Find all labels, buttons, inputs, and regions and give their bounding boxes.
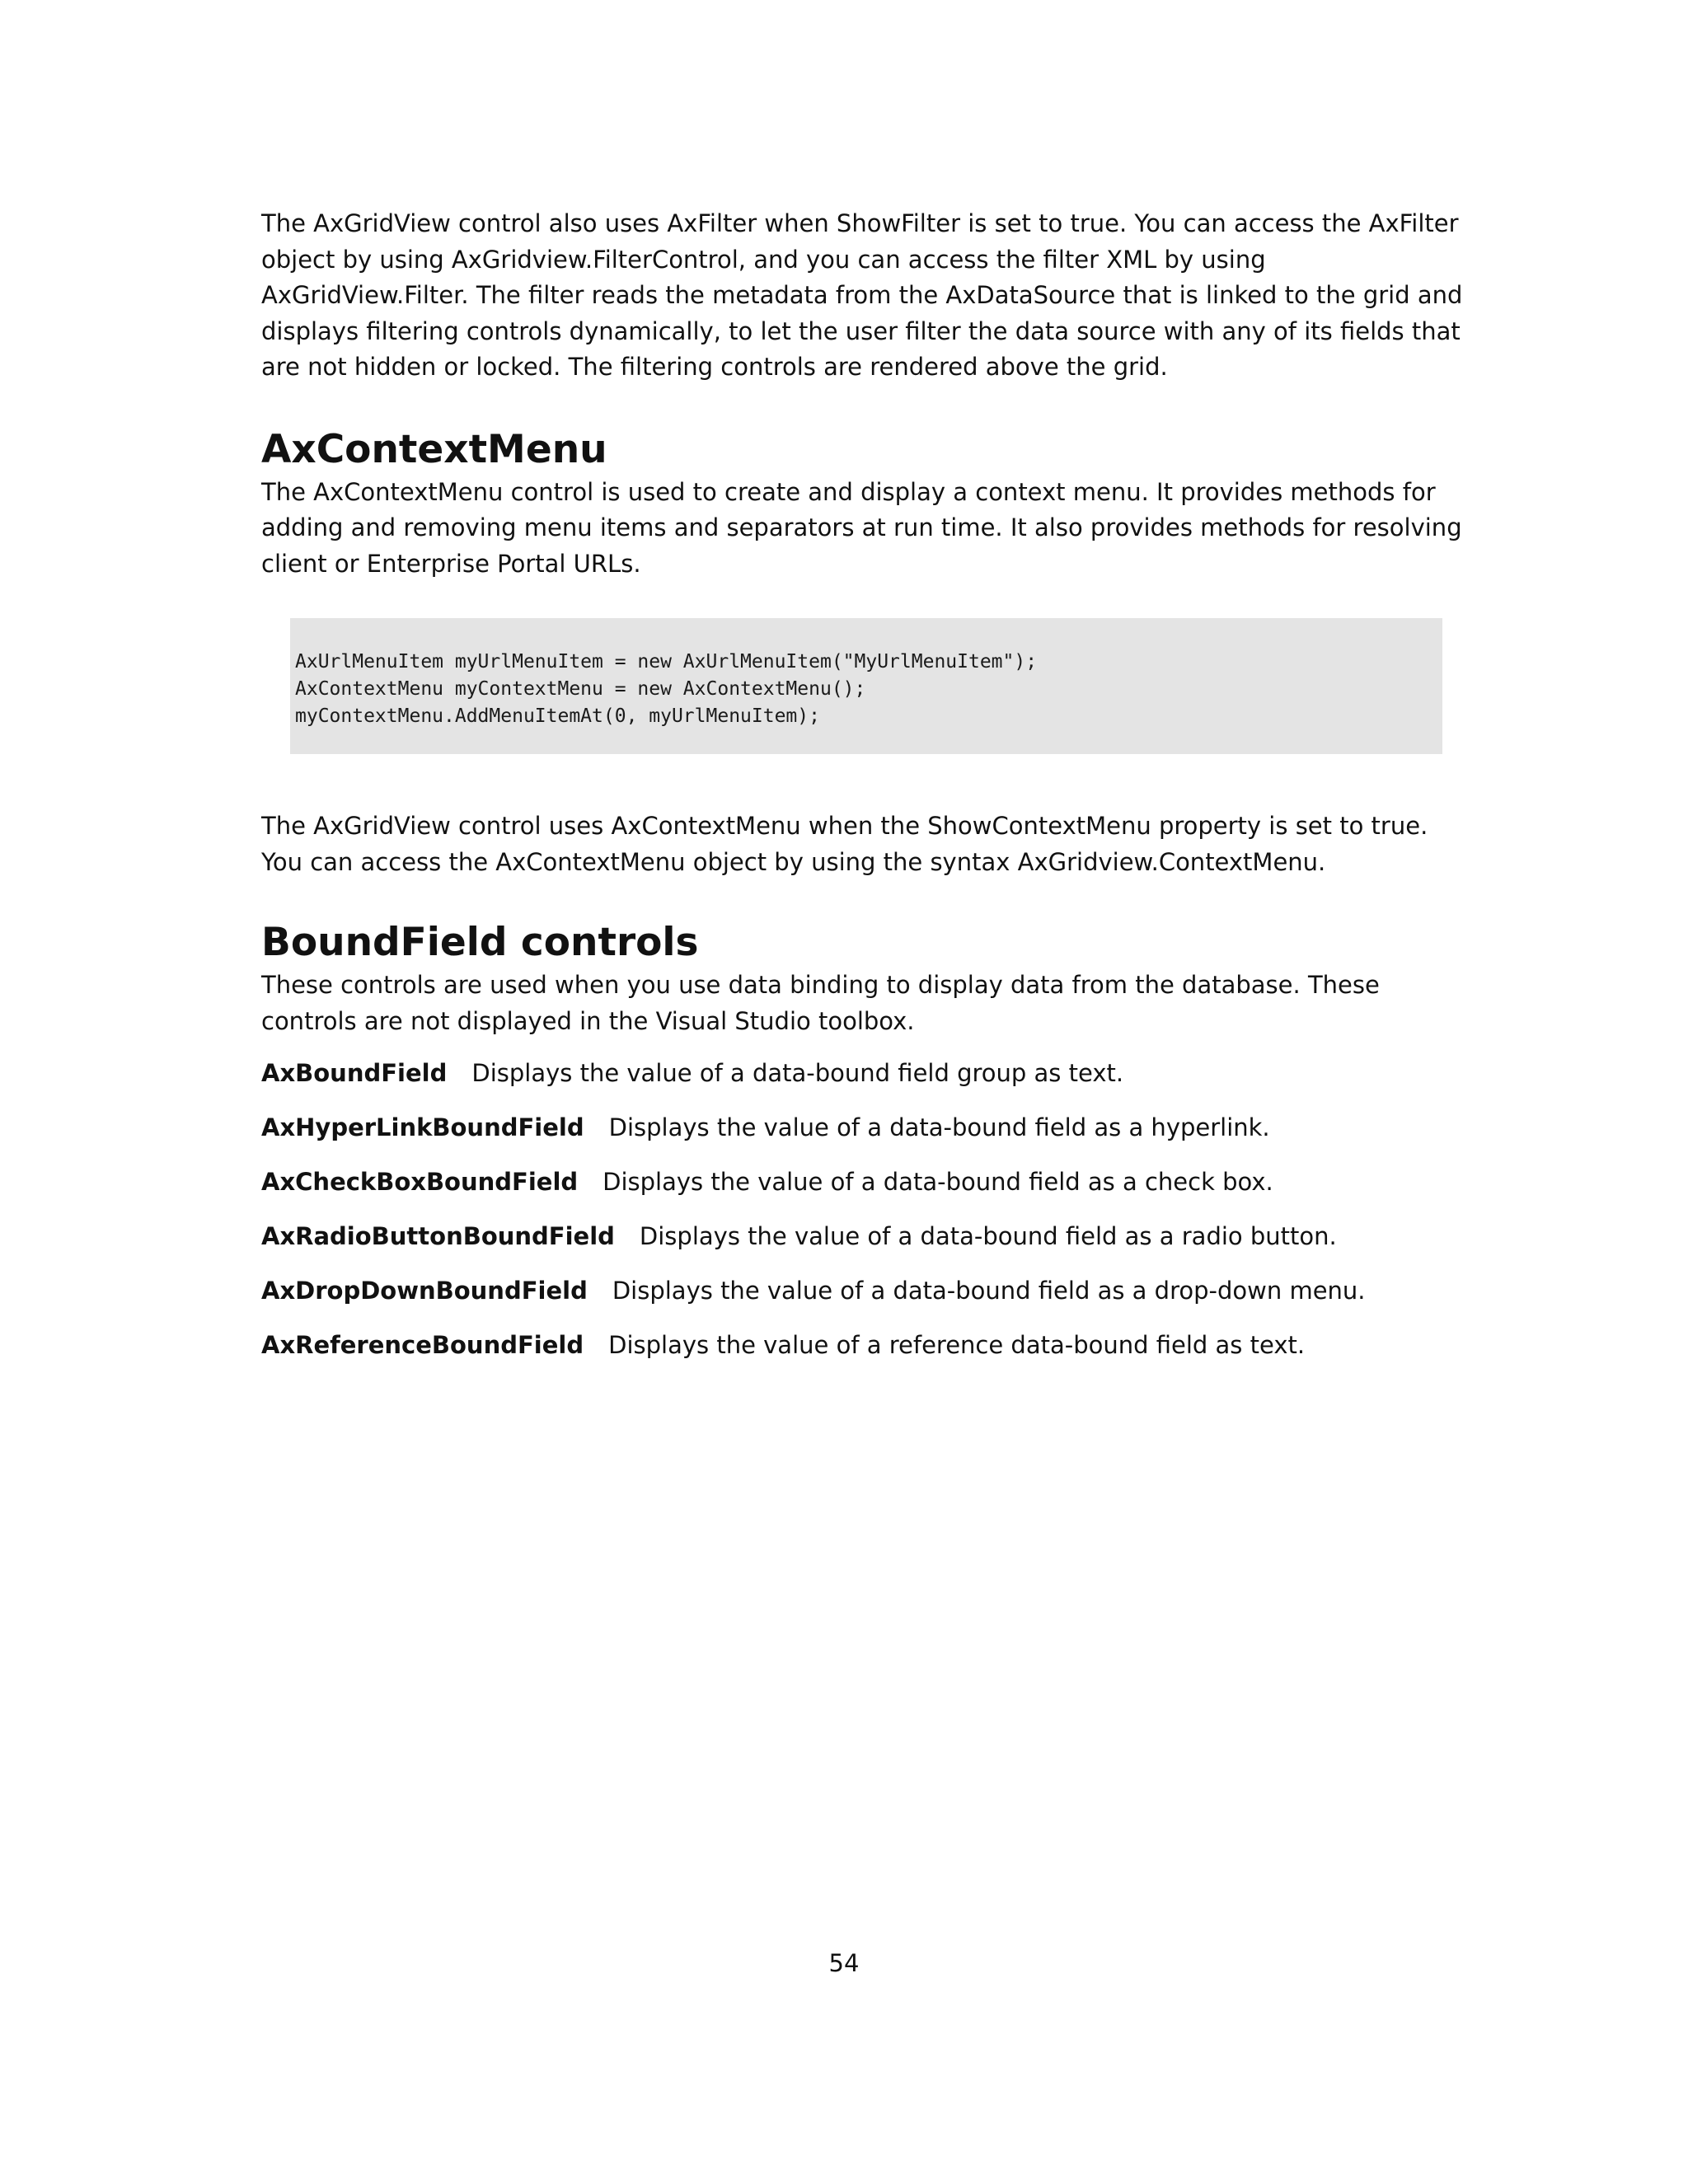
definition-description: Displays the value of a reference data-bound field as text.	[608, 1331, 1306, 1359]
definition-item	[261, 1328, 1465, 1364]
definition-term: AxReferenceBoundField	[261, 1331, 584, 1359]
definition-item	[261, 1219, 1465, 1255]
definition-item	[261, 1110, 1465, 1146]
definition-list	[261, 1056, 1465, 1364]
definition-item	[261, 1273, 1465, 1310]
page-body	[261, 206, 1465, 1382]
page-number: 54	[828, 1949, 860, 1977]
definition-term: AxCheckBoxBoundField	[261, 1168, 579, 1196]
paragraph-context-menu: The AxContextMenu control is used to create and display a context menu. It provides methods for adding and removing menu items and separators at run time. It also provides methods for resolving client or Enterprise Portal URLs.	[261, 477, 1462, 578]
paragraph-filter: The AxGridView control also uses AxFilter when ShowFilter is set to true. You can access the AxFilter object by using AxGridview.FilterControl, and you can access the filter XML by using AxGridView.Filter. The filter reads the metadata from the AxDataSource that is linked to the grid and displays filtering controls dynamically, to let the user filter the data source with any of its fields that are not hidden or locked. The filtering controls are rendered above the grid.	[261, 209, 1463, 381]
heading-boundfield-controls: BoundField controls	[261, 920, 699, 965]
definition-description: Displays the value of a data-bound field group as text.	[471, 1059, 1124, 1087]
code-block	[290, 618, 1442, 754]
definition-description: Displays the value of a data-bound field as a drop-down menu.	[612, 1277, 1366, 1305]
heading-axcontextmenu: AxContextMenu	[261, 426, 607, 472]
definition-term: AxRadioButtonBoundField	[261, 1222, 615, 1250]
definition-term: AxHyperLinkBoundField	[261, 1113, 584, 1141]
definition-description: Displays the value of a data-bound field as a radio button.	[639, 1222, 1337, 1250]
code-line: AxContextMenu myContextMenu = new AxContextMenu();	[295, 678, 866, 700]
definition-description: Displays the value of a data-bound field as a hyperlink.	[608, 1113, 1270, 1141]
code-line: AxUrlMenuItem myUrlMenuItem = new AxUrlMenuItem("MyUrlMenuItem");	[295, 651, 1038, 673]
definition-item	[261, 1056, 1465, 1092]
paragraph-boundfield: These controls are used when you use data binding to display data from the database. These controls are not displayed in the Visual Studio toolbox.	[261, 971, 1380, 1035]
paragraph-grid-context: The AxGridView control uses AxContextMenu when the ShowContextMenu property is set to true. You can access the AxContextMenu object by using the syntax AxGridview.ContextMenu.	[261, 812, 1428, 876]
definition-description: Displays the value of a data-bound field as a check box.	[603, 1168, 1273, 1196]
code-line: myContextMenu.AddMenuItemAt(0, myUrlMenuItem);	[295, 705, 820, 727]
definition-term: AxDropDownBoundField	[261, 1277, 588, 1305]
definition-term: AxBoundField	[261, 1059, 448, 1087]
definition-item	[261, 1165, 1465, 1201]
